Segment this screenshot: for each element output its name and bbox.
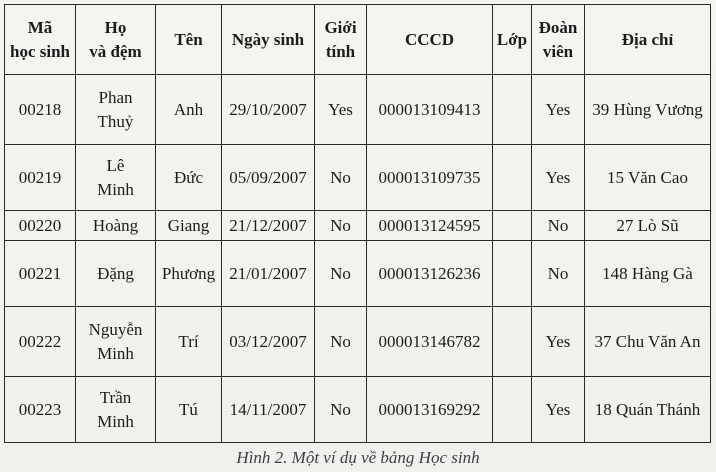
id-card-cell: 000013124595 bbox=[367, 211, 493, 241]
address-cell: 15 Văn Cao bbox=[585, 145, 711, 211]
surname-middle-text: Hoàng bbox=[92, 215, 139, 235]
column-header-ngay-sinh bbox=[222, 5, 315, 75]
surname-middle-text: Minh bbox=[97, 179, 134, 199]
birth-date-cell: 29/10/2007 bbox=[222, 75, 315, 145]
column-header-text: Đoàn bbox=[538, 17, 578, 37]
column-header-lop bbox=[493, 5, 532, 75]
address-cell: 18 Quán Thánh bbox=[585, 377, 711, 443]
id-card-cell: 000013109413 bbox=[367, 75, 493, 145]
union-member-cell: Yes bbox=[532, 377, 585, 443]
column-header-text: Ngày sinh bbox=[231, 29, 305, 49]
table-row bbox=[5, 145, 711, 211]
table-row bbox=[5, 307, 711, 377]
gender-cell: No bbox=[315, 241, 367, 307]
column-header-text: tính bbox=[325, 41, 356, 61]
address-cell: 37 Chu Văn An bbox=[585, 307, 711, 377]
surname-middle-cell bbox=[76, 75, 156, 145]
column-header-ten bbox=[156, 5, 222, 75]
address-cell: 39 Hùng Vương bbox=[585, 75, 711, 145]
class-cell bbox=[493, 211, 532, 241]
birth-date-cell: 21/01/2007 bbox=[222, 241, 315, 307]
column-header-cccd bbox=[367, 5, 493, 75]
column-header-dia-chi bbox=[585, 5, 711, 75]
student-id-cell: 00223 bbox=[5, 377, 76, 443]
surname-middle-cell bbox=[76, 307, 156, 377]
surname-middle-text: Đặng bbox=[97, 263, 134, 283]
student-id-cell: 00218 bbox=[5, 75, 76, 145]
class-cell bbox=[493, 145, 532, 211]
id-card-cell: 000013126236 bbox=[367, 241, 493, 307]
gender-cell: No bbox=[315, 145, 367, 211]
student-id-cell: 00219 bbox=[5, 145, 76, 211]
column-header-doan-vien bbox=[532, 5, 585, 75]
id-card-cell: 000013109735 bbox=[367, 145, 493, 211]
column-header-text: Mã bbox=[27, 17, 53, 37]
table-row bbox=[5, 377, 711, 443]
column-header-text: Lớp bbox=[496, 29, 528, 49]
union-member-cell: No bbox=[532, 211, 585, 241]
gender-cell: No bbox=[315, 211, 367, 241]
surname-middle-cell bbox=[76, 241, 156, 307]
column-header-gioi-tinh bbox=[315, 5, 367, 75]
surname-middle-text: Minh bbox=[97, 343, 134, 363]
table-caption: Hình 2. Một ví dụ về bảng Học sinh bbox=[236, 448, 480, 467]
column-header-text: Tên bbox=[174, 29, 203, 49]
first-name-cell: Trí bbox=[156, 307, 222, 377]
first-name-cell: Đức bbox=[156, 145, 222, 211]
gender-cell: No bbox=[315, 377, 367, 443]
birth-date-cell: 05/09/2007 bbox=[222, 145, 315, 211]
table-row bbox=[5, 241, 711, 307]
class-cell bbox=[493, 75, 532, 145]
union-member-cell: Yes bbox=[532, 75, 585, 145]
surname-middle-cell bbox=[76, 145, 156, 211]
surname-middle-text: Phan bbox=[98, 87, 133, 107]
header-row bbox=[5, 5, 711, 75]
first-name-cell: Giang bbox=[156, 211, 222, 241]
column-header-text: học sinh bbox=[10, 41, 70, 61]
student-id-cell: 00221 bbox=[5, 241, 76, 307]
column-header-text: Họ bbox=[104, 17, 127, 37]
column-header-text: và đệm bbox=[89, 41, 142, 61]
union-member-cell: Yes bbox=[532, 145, 585, 211]
class-cell bbox=[493, 241, 532, 307]
union-member-cell: Yes bbox=[532, 307, 585, 377]
column-header-text: Địa chỉ bbox=[621, 29, 674, 49]
table-header bbox=[5, 5, 711, 75]
column-header-text: viên bbox=[542, 41, 574, 61]
table-row bbox=[5, 211, 711, 241]
union-member-cell: No bbox=[532, 241, 585, 307]
class-cell bbox=[493, 307, 532, 377]
birth-date-cell: 14/11/2007 bbox=[222, 377, 315, 443]
surname-middle-cell bbox=[76, 211, 156, 241]
id-card-cell: 000013146782 bbox=[367, 307, 493, 377]
student-id-cell: 00220 bbox=[5, 211, 76, 241]
column-header-text: Giới bbox=[324, 17, 357, 37]
gender-cell: Yes bbox=[315, 75, 367, 145]
birth-date-cell: 03/12/2007 bbox=[222, 307, 315, 377]
surname-middle-text: Lê bbox=[106, 155, 125, 175]
column-header-text: CCCD bbox=[404, 29, 455, 49]
first-name-cell: Anh bbox=[156, 75, 222, 145]
table-body bbox=[5, 75, 711, 443]
student-table bbox=[4, 4, 711, 443]
student-id-cell: 00222 bbox=[5, 307, 76, 377]
surname-middle-text: Thuỷ bbox=[97, 111, 134, 131]
surname-middle-cell bbox=[76, 377, 156, 443]
address-cell: 27 Lò Sũ bbox=[585, 211, 711, 241]
column-header-ho-va-dem bbox=[76, 5, 156, 75]
column-header-ma-hoc-sinh bbox=[5, 5, 76, 75]
address-cell: 148 Hàng Gà bbox=[585, 241, 711, 307]
gender-cell: No bbox=[315, 307, 367, 377]
surname-middle-text: Nguyễn bbox=[88, 319, 143, 339]
birth-date-cell: 21/12/2007 bbox=[222, 211, 315, 241]
id-card-cell: 000013169292 bbox=[367, 377, 493, 443]
first-name-cell: Phương bbox=[156, 241, 222, 307]
class-cell bbox=[493, 377, 532, 443]
table-row bbox=[5, 75, 711, 145]
surname-middle-text: Minh bbox=[97, 411, 134, 431]
surname-middle-text: Trần bbox=[99, 387, 132, 407]
first-name-cell: Tú bbox=[156, 377, 222, 443]
